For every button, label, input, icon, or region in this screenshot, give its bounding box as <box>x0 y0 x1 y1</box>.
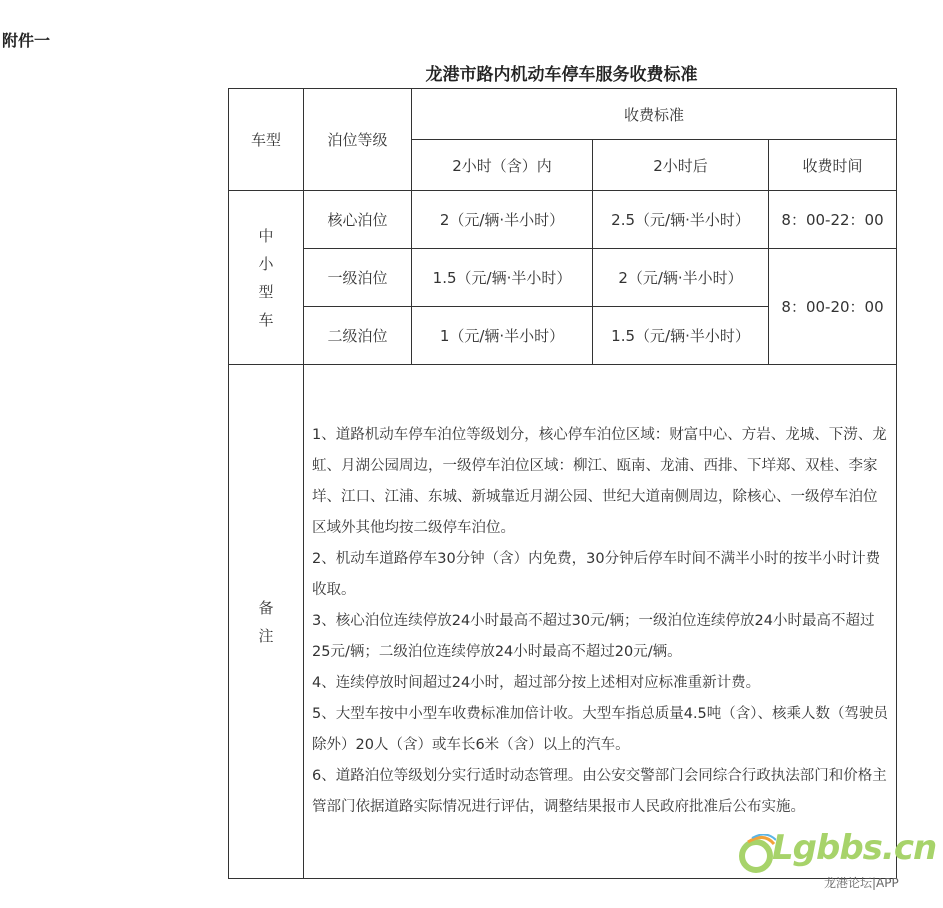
notes-label: 备 注 <box>229 365 304 879</box>
fee-within-cell: 1.5（元/辆·半小时） <box>412 249 593 307</box>
header-berth-level: 泊位等级 <box>304 89 412 191</box>
note-item: 1、道路机动车停车泊位等级划分，核心停车泊位区域：财富中心、方岩、龙城、下涝、龙虹、月湖公园周边，一级停车泊位区域：柳江、瓯南、龙浦、西排、下垟郑、双桂、李家垟、江口、江浦、东城、新城靠近月湖公园、世纪大道南侧周边，除核心、一级停车泊位区域外其他均按二级停车泊位。 <box>312 427 887 536</box>
header-within-2h: 2小时（含）内 <box>412 140 593 191</box>
fee-within-cell: 2（元/辆·半小时） <box>412 191 593 249</box>
vehicle-group-label: 中 小 型 车 <box>229 191 304 365</box>
note-item: 2、机动车道路停车30分钟（含）内免费，30分钟后停车时间不满半小时的按半小时计费收取。 <box>312 551 881 598</box>
header-fee-standard: 收费标准 <box>412 89 897 140</box>
fee-table <box>228 88 897 879</box>
lgbbs-logo-icon <box>736 834 776 874</box>
berth-level-cell: 二级泊位 <box>304 307 412 365</box>
fee-after-cell: 2（元/辆·半小时） <box>593 249 769 307</box>
watermark-sub: 龙港论坛|APP <box>824 876 899 890</box>
header-vehicle-type: 车型 <box>229 89 304 191</box>
header-after-2h: 2小时后 <box>593 140 769 191</box>
watermark-brand: Lgbbs.cn <box>772 828 937 868</box>
charge-time-cell: 8：00-20：00 <box>769 249 897 365</box>
note-item: 4、连续停放时间超过24小时，超过部分按上述相对应标准重新计费。 <box>312 675 761 691</box>
fee-within-cell: 1（元/辆·半小时） <box>412 307 593 365</box>
document-title: 龙港市路内机动车停车服务收费标准 <box>425 65 698 85</box>
note-item: 5、大型车按中小型车收费标准加倍计收。大型车指总质量4.5吨（含）、核乘人数（驾驶员除外）20人（含）或车长6米（含）以上的汽车。 <box>312 706 889 753</box>
fee-after-cell: 2.5（元/辆·半小时） <box>593 191 769 249</box>
note-item: 6、道路泊位等级划分实行适时动态管理。由公安交警部门会同综合行政执法部门和价格主管部门依据道路实际情况进行评估，调整结果报市人民政府批准后公布实施。 <box>312 768 887 815</box>
header-charge-time: 收费时间 <box>769 140 897 191</box>
note-item: 3、核心泊位连续停放24小时最高不超过30元/辆；一级泊位连续停放24小时最高不超过25元/辆；二级泊位连续停放24小时最高不超过20元/辆。 <box>312 613 875 660</box>
berth-level-cell: 一级泊位 <box>304 249 412 307</box>
fee-after-cell: 1.5（元/辆·半小时） <box>593 307 769 365</box>
charge-time-cell: 8：00-22：00 <box>769 191 897 249</box>
annex-label: 附件一 <box>2 31 51 50</box>
berth-level-cell: 核心泊位 <box>304 191 412 249</box>
notes-cell <box>304 365 897 879</box>
watermark <box>736 820 936 900</box>
